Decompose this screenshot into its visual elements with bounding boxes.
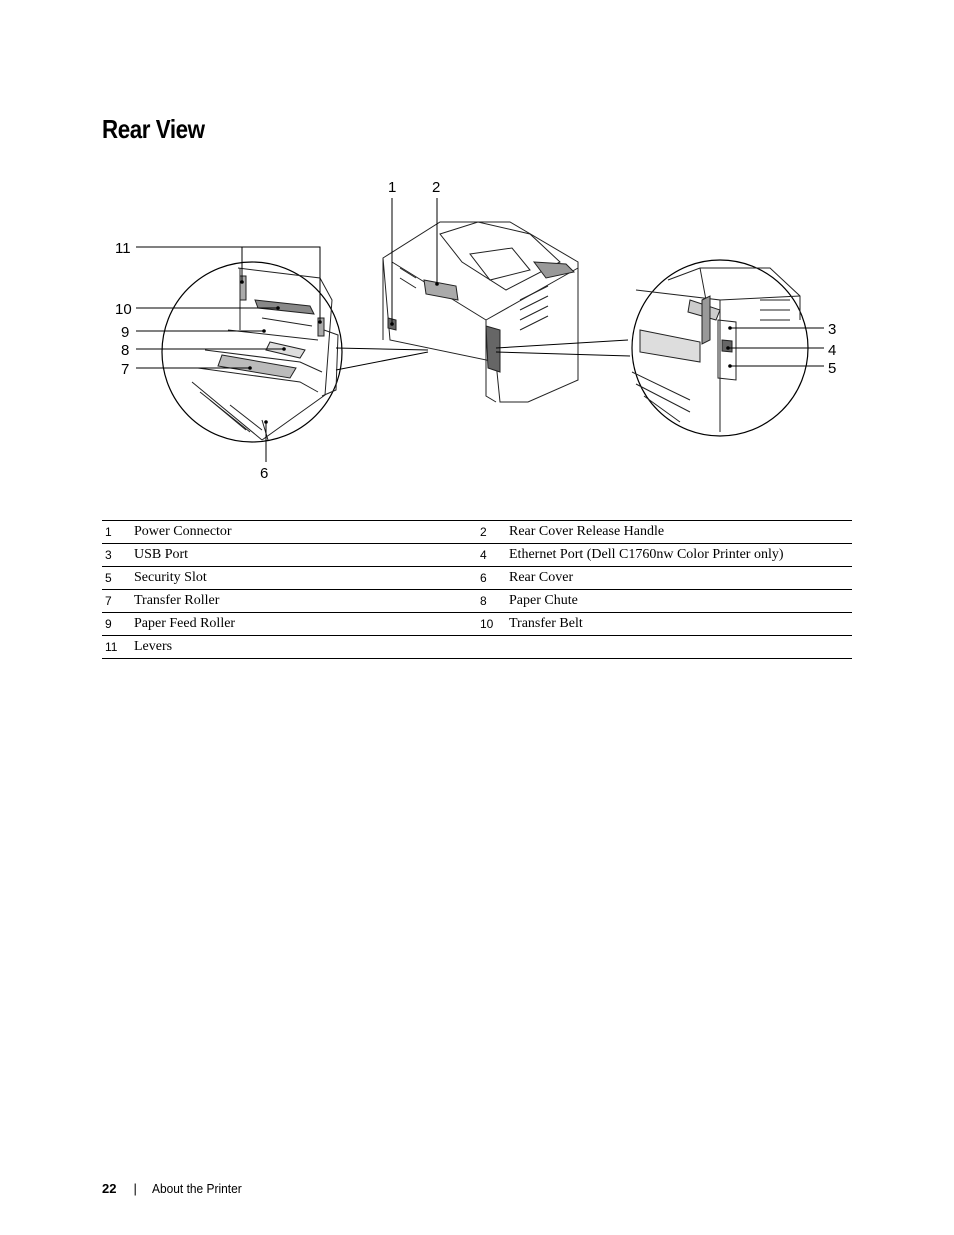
part-label: Transfer Belt	[509, 613, 852, 636]
callout-5: 5	[828, 360, 837, 377]
part-label: Rear Cover Release Handle	[509, 521, 852, 544]
part-number: 7	[102, 590, 134, 613]
table-row	[102, 567, 852, 590]
part-label	[509, 636, 852, 659]
callout-10: 10	[115, 301, 132, 318]
part-label: Paper Chute	[509, 590, 852, 613]
rear-cover-interior-drawing	[192, 268, 338, 440]
part-label: Transfer Roller	[134, 590, 477, 613]
callout-11: 11	[115, 240, 131, 257]
part-label: Paper Feed Roller	[134, 613, 477, 636]
callout-leaders	[136, 198, 824, 462]
part-number: 2	[477, 521, 509, 544]
printer-rear-view-illustration	[0, 160, 954, 500]
table-row	[102, 590, 852, 613]
callout-1: 1	[388, 179, 397, 196]
part-label: Levers	[134, 636, 477, 659]
part-number: 5	[102, 567, 134, 590]
table-row	[102, 521, 852, 544]
callout-7: 7	[121, 361, 130, 378]
callout-9: 9	[121, 324, 130, 341]
rear-panel-ports-drawing	[632, 268, 800, 432]
part-number: 11	[102, 636, 134, 659]
part-label: Ethernet Port (Dell C1760nw Color Printer only)	[509, 544, 852, 567]
callout-3: 3	[828, 321, 837, 338]
footer-separator: |	[133, 1181, 137, 1196]
part-number: 4	[477, 544, 509, 567]
page-title: Rear View	[102, 114, 205, 144]
part-number	[477, 636, 509, 659]
printer-body-drawing	[383, 222, 578, 402]
callout-4: 4	[828, 342, 837, 359]
part-number: 1	[102, 521, 134, 544]
page-footer	[102, 1181, 249, 1196]
callout-8: 8	[121, 342, 130, 359]
part-number: 10	[477, 613, 509, 636]
parts-legend-table	[102, 520, 852, 659]
part-number: 9	[102, 613, 134, 636]
part-label: Security Slot	[134, 567, 477, 590]
part-label: USB Port	[134, 544, 477, 567]
part-number: 3	[102, 544, 134, 567]
section-title: About the Printer	[151, 1181, 242, 1196]
part-number: 6	[477, 567, 509, 590]
callout-2: 2	[432, 179, 441, 196]
part-label: Rear Cover	[509, 567, 852, 590]
part-label: Power Connector	[134, 521, 477, 544]
page-number: 22	[102, 1181, 117, 1196]
callout-6: 6	[260, 465, 269, 482]
table-row	[102, 544, 852, 567]
part-number: 8	[477, 590, 509, 613]
table-row	[102, 636, 852, 659]
left-detail-circle	[162, 262, 342, 442]
table-row	[102, 613, 852, 636]
